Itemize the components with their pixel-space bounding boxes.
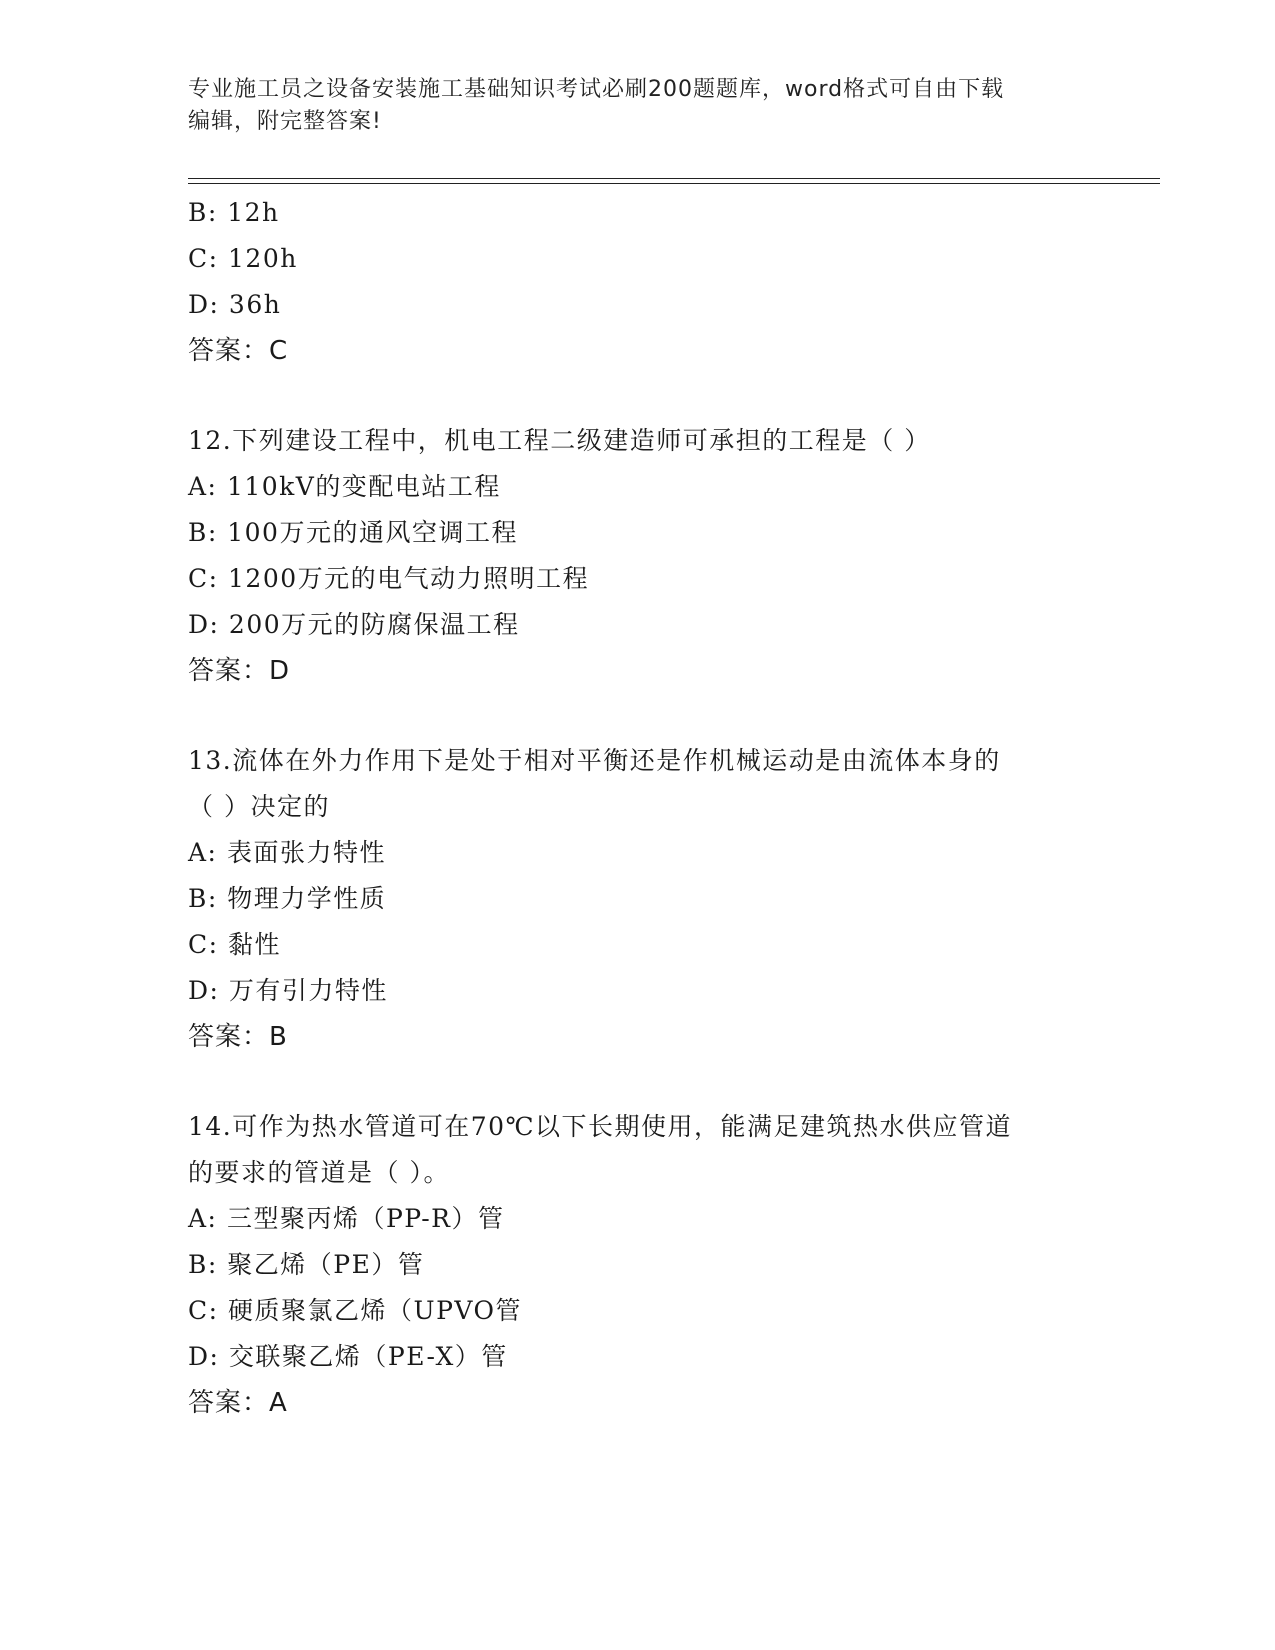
answer-line: 答案：A <box>188 1388 288 1418</box>
option-c: C: 120h <box>188 244 298 273</box>
answer-line: 答案：B <box>188 1022 288 1052</box>
spacer <box>188 374 1088 418</box>
document-header <box>188 74 1088 138</box>
question-list <box>188 190 1088 1426</box>
option-c: C: 1200万元的电气动力照明工程 <box>188 564 590 593</box>
question-stem-line-2: 的要求的管道是（ ）。 <box>188 1158 450 1187</box>
header-divider-thin <box>188 183 1160 184</box>
option-b: B: 100万元的通风空调工程 <box>188 518 518 547</box>
question-stem-line-1: 13.流体在外力作用下是处于相对平衡还是作机械运动是由流体本身的 <box>188 746 1001 775</box>
header-line-2: 编辑，附完整答案! <box>188 109 382 134</box>
option-d: D: 万有引力特性 <box>188 976 388 1005</box>
option-a: A: 110kV的变配电站工程 <box>188 472 501 501</box>
option-d: D: 交联聚乙烯（PE-X）管 <box>188 1342 508 1371</box>
answer-line: 答案：D <box>188 656 291 686</box>
option-b: B: 聚乙烯（PE）管 <box>188 1250 425 1279</box>
answer-line: 答案：C <box>188 336 289 366</box>
header-divider-thick <box>188 178 1160 179</box>
option-b: B: 物理力学性质 <box>188 884 387 913</box>
option-d: D: 200万元的防腐保温工程 <box>188 610 520 639</box>
spacer <box>188 1060 1088 1104</box>
question-12 <box>188 418 1088 694</box>
header-line-1: 专业施工员之设备安装施工基础知识考试必刷200题题库，word格式可自由下载 <box>188 77 1005 102</box>
spacer <box>188 694 1088 738</box>
question-14 <box>188 1104 1088 1426</box>
option-a: A: 表面张力特性 <box>188 838 386 867</box>
option-c: C: 黏性 <box>188 930 282 959</box>
option-c: C: 硬质聚氯乙烯（UPVO管 <box>188 1296 523 1325</box>
option-b: B: 12h <box>188 198 280 227</box>
question-stem: 12.下列建设工程中，机电工程二级建造师可承担的工程是（ ） <box>188 426 931 455</box>
question-stem-line-1: 14.可作为热水管道可在70℃以下长期使用，能满足建筑热水供应管道 <box>188 1112 1013 1141</box>
question-11-continued <box>188 190 1088 374</box>
question-stem-line-2: （ ）决定的 <box>188 792 330 821</box>
question-13 <box>188 738 1088 1060</box>
option-a: A: 三型聚丙烯（PP-R）管 <box>188 1204 505 1233</box>
option-d: D: 36h <box>188 290 282 319</box>
